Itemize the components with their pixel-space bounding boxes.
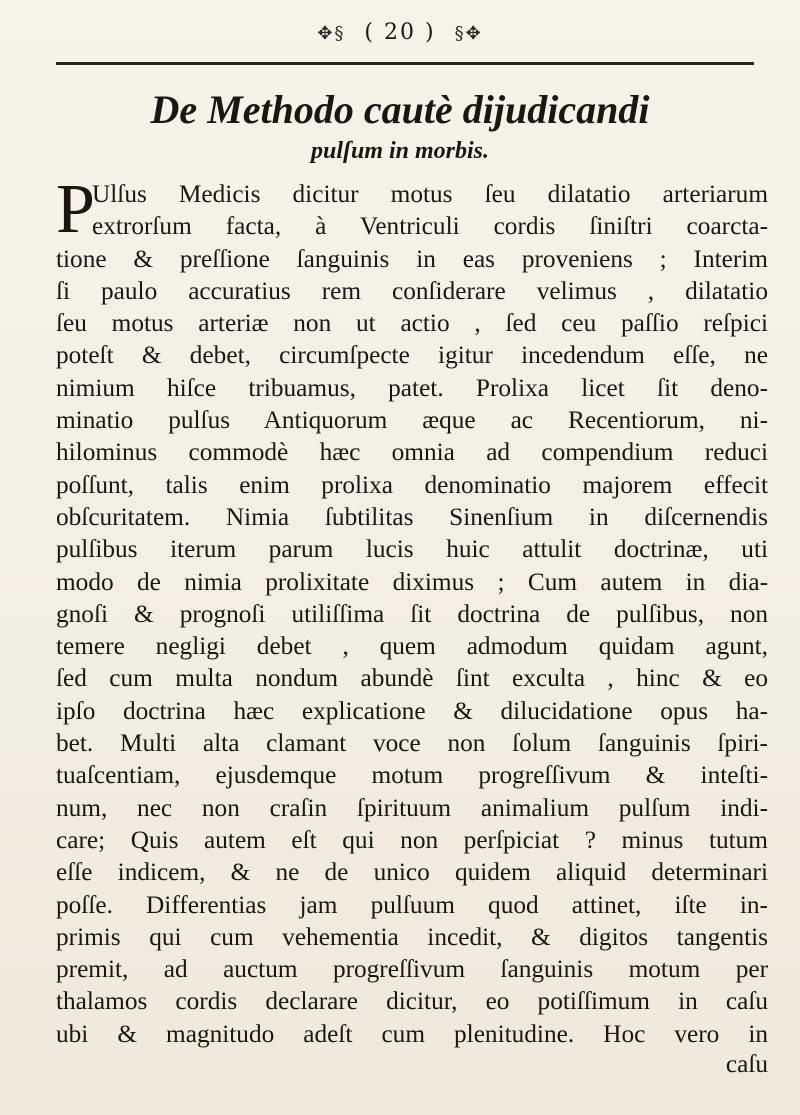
text-lines bbox=[56, 171, 768, 1050]
text-line: primis qui cum vehementia incedit, & digitos tangentis bbox=[56, 922, 768, 951]
text-line: nimium hiſce tribuamus, patet. Prolixa licet ſit deno- bbox=[56, 373, 768, 402]
text-line: modo de nimia prolixitate diximus ; Cum autem in dia- bbox=[56, 567, 768, 596]
text-line: obſcuritatem. Nimia ſubtilitas Sinenſium in diſcernendis bbox=[56, 502, 768, 531]
header-ornament-right: §✥ bbox=[454, 23, 483, 44]
text-line: gnoſi & prognoſi utiliſſima ſit doctrina de pulſibus, non bbox=[56, 599, 768, 628]
text-line: ubi & magnitudo adeſt cum plenitudine. Hoc vero in bbox=[56, 1019, 768, 1048]
text-line: pulſibus iterum parum lucis huic attulit doctrinæ, uti bbox=[56, 535, 768, 564]
text-line: minatio pulſus Antiquorum æque ac Recentiorum, ni- bbox=[56, 406, 768, 435]
text-line: care; Quis autem eſt qui non perſpiciat ? minus tutum bbox=[56, 825, 768, 854]
header-ornament-left: ✥§ bbox=[317, 23, 346, 44]
text-line: hilominus commodè hæc omnia ad compendium reduci bbox=[56, 438, 768, 467]
page-number: ( 20 ) bbox=[364, 20, 436, 45]
text-line: ſed cum multa nondum abundè ſint exculta , hinc & eo bbox=[56, 664, 768, 693]
text-line: bet. Multi alta clamant voce non ſolum ſanguinis ſpiri- bbox=[56, 729, 768, 758]
text-line: eſſe indicem, & ne de unico quidem aliquid determinari bbox=[56, 858, 768, 887]
text-line: extrorſum facta, à Ventriculi cordis ſiniſtri coarcta- bbox=[92, 212, 768, 241]
text-line: poſſunt, talis enim prolixa denominatio majorem effecit bbox=[56, 470, 768, 499]
text-line: temere negligi debet , quem admodum quidam agunt, bbox=[56, 632, 768, 661]
text-line: premit, ad auctum progreſſivum ſanguinis motum per bbox=[56, 955, 768, 984]
drop-cap: P bbox=[56, 171, 95, 248]
header-rule bbox=[56, 62, 754, 65]
text-line: num, nec non craſin ſpirituum animalium pulſum indi- bbox=[56, 793, 768, 822]
chapter-title: De Methodo cautè dijudicandi bbox=[150, 87, 650, 132]
text-line: ſi paulo accuratius rem conſiderare velimus , dilatatio bbox=[56, 276, 768, 305]
text-line: Ulſus Medicis dicitur motus ſeu dilatatio arteriarum bbox=[92, 180, 768, 208]
text-line: thalamos cordis declarare dicitur, eo potiſſimum in caſu bbox=[56, 987, 768, 1016]
text-line: tione & preſſione ſanguinis in eas proveniens ; Interim bbox=[56, 244, 768, 273]
text-line: poſſe. Differentias jam pulſuum quod attinet, iſte in- bbox=[56, 890, 768, 919]
text-line: ſeu motus arteriæ non ut actio , ſed ceu paſſio reſpici bbox=[56, 309, 768, 338]
text-line: poteſt & debet, circumſpecte igitur incedendum eſſe, ne bbox=[56, 341, 768, 370]
body-paragraph bbox=[56, 171, 768, 1050]
text-line: ipſo doctrina hæc explicatione & dilucidatione opus ha- bbox=[56, 696, 768, 725]
text-line: tuaſcentiam, ejusdemque motum progreſſivum & inteſti- bbox=[56, 761, 768, 790]
chapter-subtitle: pulſum in morbis. bbox=[310, 138, 490, 164]
catchword: caſu bbox=[725, 1050, 768, 1078]
running-header bbox=[0, 20, 800, 45]
